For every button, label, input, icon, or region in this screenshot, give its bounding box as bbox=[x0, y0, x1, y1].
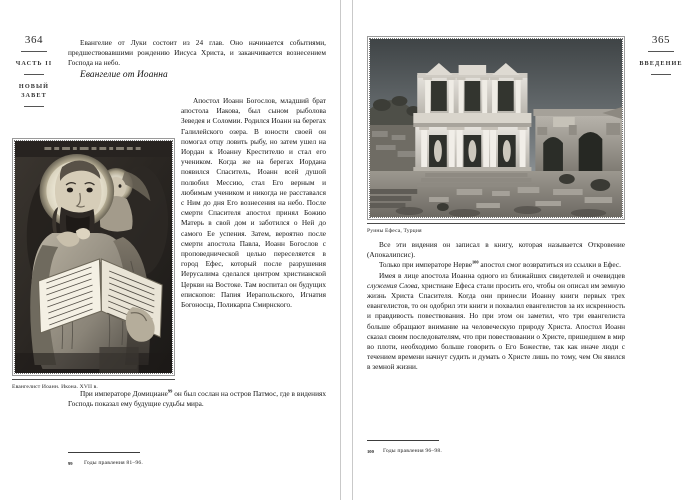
footnote-line bbox=[68, 459, 326, 468]
footnote-text-left: Годы правления 81–96. bbox=[84, 460, 143, 466]
margin-label-part: ЧАСТЬ II bbox=[15, 60, 53, 68]
icon-of-evangelist-john-artwork bbox=[15, 141, 172, 373]
left-page-margin-block bbox=[8, 34, 60, 114]
footnote-block-left bbox=[68, 452, 326, 468]
right-paragraph-1: Все эти видения он записал в книгу, которая называется Откровение (Апокалипсис). bbox=[367, 240, 625, 260]
closing-paragraph-post: он был сослан на остров Патмос, где в видениях Господь показал ему будущие судьбы мира. bbox=[68, 389, 326, 409]
lead-paragraph: Евангелие от Луки состоит из 24 глав. Оно начинается событиями, предшествовавшими рождению Иисуса Христа, и заканчивается вознесением Господа на небо. bbox=[68, 38, 326, 68]
footnote-block-right bbox=[367, 440, 625, 456]
page-number-left: 364 bbox=[24, 34, 44, 46]
footnote-rule-left bbox=[68, 452, 140, 453]
footnote-number-left: 99 bbox=[68, 461, 73, 466]
right-paragraph-nerva bbox=[367, 260, 625, 270]
nerva-post: апостол смог возвратиться из ссылки в Ефес. bbox=[478, 260, 621, 270]
left-wrap-text-block bbox=[181, 96, 326, 310]
left-page bbox=[0, 0, 340, 500]
footnote-rule-right bbox=[367, 440, 439, 441]
image-dotted-border-right bbox=[369, 38, 623, 218]
left-lead-text-block bbox=[68, 38, 326, 82]
wrap-paragraph: Апостол Иоанн Богослов, младший брат апостола Иакова, был сыном рыболова Зеведея и Соломии. Родился Иоанн на берегах Галилейского озера. В юности своей он помогал отцу ловить рыбу, но затем ушел на Иордан к Иоанну Крестителю и стал его учеником. Когда же на берегах Иордана появился Спаситель, Иоанн всей душой полюбил Мессию, стал Его верным и любимым учеником и никогда не расставался с Ним до дня Его вознесения на небо. После смерти Спасителя апостол принял Божию Матерь в свой дом и заботился о Ней до самого Ее успения. Затем, вероятно после смерти апостола Павла, Иоанн Богослов с проповеднической целью переселяется в город Ефес, который после разрушения Иерусалима сделался центром христианской Церкви на Востоке. Там воспитал он будущих епископов: Папия Иерапольского, Игнатия Богоносца, Поликарпа Смирнского. bbox=[181, 96, 326, 310]
margin-rule bbox=[21, 51, 47, 52]
margin-rule-right-2 bbox=[651, 74, 671, 75]
figure-caption-right: Руины Ефеса, Турция bbox=[367, 223, 625, 235]
image-frame bbox=[12, 138, 175, 376]
margin-rule-right bbox=[648, 51, 674, 52]
italic-phrase: служения Слова bbox=[367, 280, 418, 290]
nerva-pre: Только при императоре Нерве bbox=[379, 260, 472, 270]
footnote-ref-99[interactable]: 99 bbox=[167, 388, 173, 394]
margin-label-section: НОВЫЙ ЗАВЕТ bbox=[18, 82, 50, 100]
closing-paragraph bbox=[68, 389, 326, 409]
margin-rule-3 bbox=[24, 106, 44, 107]
closing-paragraph-pre: При императоре Домициане bbox=[80, 389, 168, 398]
figure-caption-left: Евангелист Иоанн. Икона. XVII в. bbox=[12, 379, 175, 391]
photo-ruins-of-ephesus-artwork bbox=[370, 39, 622, 217]
page-gutter bbox=[340, 0, 353, 500]
footnote-ref-100[interactable]: 100 bbox=[471, 259, 479, 265]
figure-photo-ephesus bbox=[367, 36, 625, 235]
page-number-right: 365 bbox=[651, 34, 671, 46]
image-dotted-border bbox=[14, 140, 173, 374]
right-paragraph-2: Имея в лице апостола Иоанна одного из ближайших свидетелей и очевидцев служения Слова, христиане Ефеса стали просить его, чтобы он описал им земную жизнь Христа Спасителя. Когда они принесли Иоанну книги первых трех евангелистов, то он одобрил эти книги и похвалил евангелистов за их искренность и правдивость повествования. Но при этом он заметил, что три евангелиста больше обращают внимание на человеческую природу Христа. Апостол Иоанн сказал своим последователям, что при повествовании о Христе, пришедшем в мир во плоти, необходимо больше говорить о Его Божестве, так как иначе люди с течением времени начнут судить и думать о Христе лишь по тому, чем Он явился в земной жизни. bbox=[367, 270, 625, 372]
section-subheading: Евангелие от Иоанна bbox=[80, 69, 168, 80]
right-page bbox=[353, 0, 693, 500]
left-closing-text-block bbox=[68, 389, 326, 409]
margin-rule-2 bbox=[24, 74, 44, 75]
figure-icon-evangelist-john bbox=[12, 138, 175, 391]
image-frame-right bbox=[367, 36, 625, 220]
footnote-line-right bbox=[367, 447, 625, 456]
footnote-text-right: Годы правления 96–98. bbox=[383, 448, 442, 454]
footnote-number-right: 100 bbox=[367, 449, 374, 454]
margin-label-intro: ВВЕДЕНИЕ bbox=[639, 60, 683, 68]
right-body-text-block bbox=[367, 240, 625, 373]
right-page-margin-block bbox=[635, 34, 687, 82]
